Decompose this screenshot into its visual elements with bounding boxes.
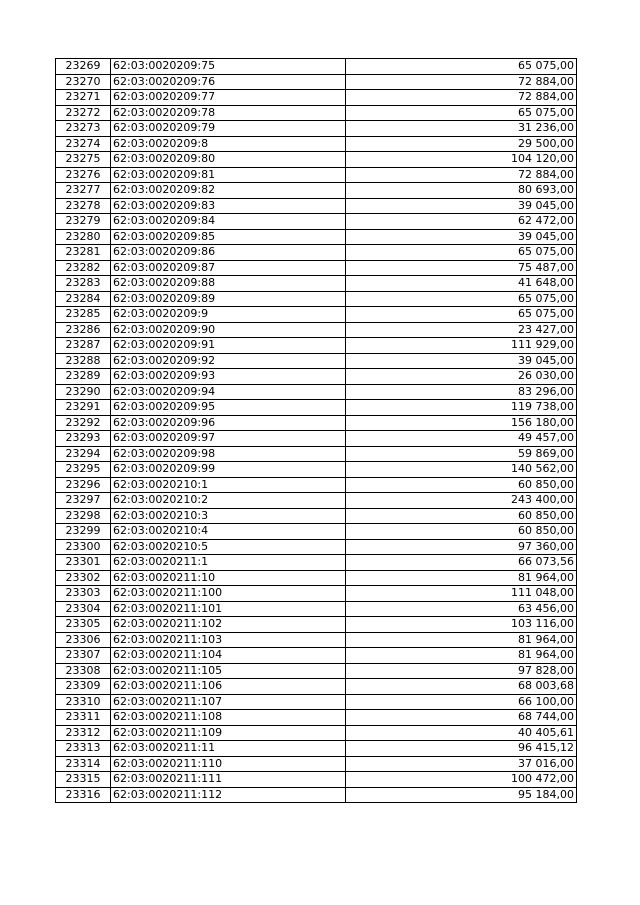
row-number: 23294 [56,446,111,462]
row-number: 23295 [56,462,111,478]
row-number: 23316 [56,787,111,803]
table-row [56,260,577,276]
row-number: 23307 [56,648,111,664]
cadastral-value: 66 073,56 [346,555,577,571]
row-number: 23310 [56,694,111,710]
cadastral-number: 62:03:0020211:104 [111,648,346,664]
table-row [56,152,577,168]
row-number: 23282 [56,260,111,276]
table-row [56,725,577,741]
row-number: 23271 [56,90,111,106]
cadastral-value: 62 472,00 [346,214,577,230]
table-row [56,741,577,757]
cadastral-number: 62:03:0020211:112 [111,787,346,803]
cadastral-number: 62:03:0020210:4 [111,524,346,540]
cadastral-value: 75 487,00 [346,260,577,276]
row-number: 23304 [56,601,111,617]
cadastral-number: 62:03:0020209:87 [111,260,346,276]
row-number: 23279 [56,214,111,230]
cadastral-value: 103 116,00 [346,617,577,633]
cadastral-number: 62:03:0020209:88 [111,276,346,292]
cadastral-number: 62:03:0020211:111 [111,772,346,788]
cadastral-value: 39 045,00 [346,198,577,214]
row-number: 23303 [56,586,111,602]
row-number: 23287 [56,338,111,354]
row-number: 23309 [56,679,111,695]
cadastral-value: 100 472,00 [346,772,577,788]
table-row [56,508,577,524]
cadastral-value: 31 236,00 [346,121,577,137]
table-row [56,74,577,90]
cadastral-value: 60 850,00 [346,477,577,493]
row-number: 23286 [56,322,111,338]
table-row [56,431,577,447]
table-row [56,524,577,540]
row-number: 23270 [56,74,111,90]
row-number: 23289 [56,369,111,385]
table-row [56,756,577,772]
table-row [56,338,577,354]
row-number: 23275 [56,152,111,168]
table-row [56,291,577,307]
cadastral-value: 26 030,00 [346,369,577,385]
cadastral-number: 62:03:0020211:101 [111,601,346,617]
cadastral-number: 62:03:0020210:1 [111,477,346,493]
row-number: 23315 [56,772,111,788]
table-row [56,384,577,400]
cadastral-value: 65 075,00 [346,307,577,323]
row-number: 23291 [56,400,111,416]
table-body [56,59,577,803]
row-number: 23306 [56,632,111,648]
table-row [56,462,577,478]
row-number: 23273 [56,121,111,137]
cadastral-number: 62:03:0020209:82 [111,183,346,199]
cadastral-number: 62:03:0020210:2 [111,493,346,509]
cadastral-value: 23 427,00 [346,322,577,338]
cadastral-value: 81 964,00 [346,570,577,586]
cadastral-number: 62:03:0020211:107 [111,694,346,710]
table-row [56,586,577,602]
cadastral-number: 62:03:0020209:8 [111,136,346,152]
cadastral-number: 62:03:0020211:106 [111,679,346,695]
cadastral-number: 62:03:0020209:75 [111,59,346,75]
cadastral-value: 39 045,00 [346,353,577,369]
table-row [56,183,577,199]
table-row [56,787,577,803]
row-number: 23314 [56,756,111,772]
table-row [56,214,577,230]
table-row [56,772,577,788]
cadastral-value: 81 964,00 [346,648,577,664]
row-number: 23297 [56,493,111,509]
cadastral-value: 95 184,00 [346,787,577,803]
cadastral-value: 83 296,00 [346,384,577,400]
table-row [56,446,577,462]
cadastral-number: 62:03:0020209:78 [111,105,346,121]
cadastral-value: 156 180,00 [346,415,577,431]
cadastral-value: 65 075,00 [346,59,577,75]
cadastral-value: 41 648,00 [346,276,577,292]
table-row [56,307,577,323]
cadastral-value: 104 120,00 [346,152,577,168]
cadastral-value: 29 500,00 [346,136,577,152]
row-number: 23284 [56,291,111,307]
cadastral-value: 65 075,00 [346,245,577,261]
cadastral-number: 62:03:0020211:102 [111,617,346,633]
cadastral-value: 49 457,00 [346,431,577,447]
cadastral-number: 62:03:0020211:100 [111,586,346,602]
cadastral-value: 37 016,00 [346,756,577,772]
table-row [56,198,577,214]
cadastral-number: 62:03:0020209:81 [111,167,346,183]
cadastral-number: 62:03:0020209:97 [111,431,346,447]
table-row [56,229,577,245]
cadastral-value: 68 003,68 [346,679,577,695]
cadastral-value: 40 405,61 [346,725,577,741]
cadastral-number: 62:03:0020209:93 [111,369,346,385]
cadastral-number: 62:03:0020209:83 [111,198,346,214]
row-number: 23313 [56,741,111,757]
table-row [56,493,577,509]
row-number: 23283 [56,276,111,292]
cadastral-number: 62:03:0020209:92 [111,353,346,369]
cadastral-value: 96 415,12 [346,741,577,757]
cadastral-number: 62:03:0020209:94 [111,384,346,400]
row-number: 23300 [56,539,111,555]
cadastral-number: 62:03:0020209:85 [111,229,346,245]
table-row [56,276,577,292]
row-number: 23298 [56,508,111,524]
cadastral-value: 63 456,00 [346,601,577,617]
table-row [56,570,577,586]
row-number: 23277 [56,183,111,199]
cadastral-number: 62:03:0020209:90 [111,322,346,338]
table-row [56,648,577,664]
cadastral-number: 62:03:0020209:80 [111,152,346,168]
row-number: 23288 [56,353,111,369]
row-number: 23278 [56,198,111,214]
cadastral-value: 59 869,00 [346,446,577,462]
table-row [56,679,577,695]
table-row [56,601,577,617]
cadastral-number: 62:03:0020211:110 [111,756,346,772]
cadastral-value: 111 929,00 [346,338,577,354]
cadastral-number: 62:03:0020209:86 [111,245,346,261]
row-number: 23308 [56,663,111,679]
cadastral-value: 243 400,00 [346,493,577,509]
table-row [56,59,577,75]
table-row [56,90,577,106]
table-row [56,617,577,633]
cadastral-value: 72 884,00 [346,74,577,90]
cadastral-number: 62:03:0020209:95 [111,400,346,416]
cadastral-value: 68 744,00 [346,710,577,726]
row-number: 23301 [56,555,111,571]
row-number: 23269 [56,59,111,75]
cadastral-value: 39 045,00 [346,229,577,245]
row-number: 23293 [56,431,111,447]
cadastral-value-table [55,58,577,803]
cadastral-number: 62:03:0020209:84 [111,214,346,230]
cadastral-number: 62:03:0020211:11 [111,741,346,757]
cadastral-number: 62:03:0020211:105 [111,663,346,679]
cadastral-value: 60 850,00 [346,508,577,524]
table-row [56,322,577,338]
cadastral-value: 65 075,00 [346,291,577,307]
cadastral-value: 60 850,00 [346,524,577,540]
table-row [56,245,577,261]
row-number: 23302 [56,570,111,586]
row-number: 23311 [56,710,111,726]
row-number: 23296 [56,477,111,493]
cadastral-number: 62:03:0020211:108 [111,710,346,726]
table-row [56,663,577,679]
cadastral-number: 62:03:0020211:10 [111,570,346,586]
cadastral-value: 97 360,00 [346,539,577,555]
table-row [56,694,577,710]
row-number: 23305 [56,617,111,633]
table-row [56,555,577,571]
table-row [56,477,577,493]
cadastral-value: 81 964,00 [346,632,577,648]
table-row [56,710,577,726]
row-number: 23276 [56,167,111,183]
cadastral-number: 62:03:0020209:89 [111,291,346,307]
cadastral-value: 65 075,00 [346,105,577,121]
cadastral-number: 62:03:0020209:9 [111,307,346,323]
cadastral-number: 62:03:0020209:77 [111,90,346,106]
row-number: 23285 [56,307,111,323]
table-row [56,632,577,648]
cadastral-number: 62:03:0020211:1 [111,555,346,571]
row-number: 23281 [56,245,111,261]
table-row [56,369,577,385]
cadastral-number: 62:03:0020209:99 [111,462,346,478]
cadastral-number: 62:03:0020209:98 [111,446,346,462]
row-number: 23274 [56,136,111,152]
cadastral-number: 62:03:0020211:109 [111,725,346,741]
row-number: 23280 [56,229,111,245]
row-number: 23312 [56,725,111,741]
cadastral-number: 62:03:0020209:76 [111,74,346,90]
cadastral-number: 62:03:0020210:5 [111,539,346,555]
cadastral-number: 62:03:0020209:79 [111,121,346,137]
row-number: 23290 [56,384,111,400]
table-row [56,136,577,152]
table-row [56,539,577,555]
cadastral-value: 72 884,00 [346,167,577,183]
table-row [56,415,577,431]
table-row [56,400,577,416]
cadastral-value: 119 738,00 [346,400,577,416]
row-number: 23299 [56,524,111,540]
cadastral-value: 66 100,00 [346,694,577,710]
cadastral-number: 62:03:0020210:3 [111,508,346,524]
cadastral-value: 80 693,00 [346,183,577,199]
row-number: 23272 [56,105,111,121]
cadastral-value: 140 562,00 [346,462,577,478]
row-number: 23292 [56,415,111,431]
cadastral-value: 111 048,00 [346,586,577,602]
table-row [56,167,577,183]
table-row [56,105,577,121]
table-row [56,353,577,369]
cadastral-value: 97 828,00 [346,663,577,679]
cadastral-number: 62:03:0020211:103 [111,632,346,648]
cadastral-value: 72 884,00 [346,90,577,106]
cadastral-number: 62:03:0020209:91 [111,338,346,354]
cadastral-number: 62:03:0020209:96 [111,415,346,431]
table-row [56,121,577,137]
